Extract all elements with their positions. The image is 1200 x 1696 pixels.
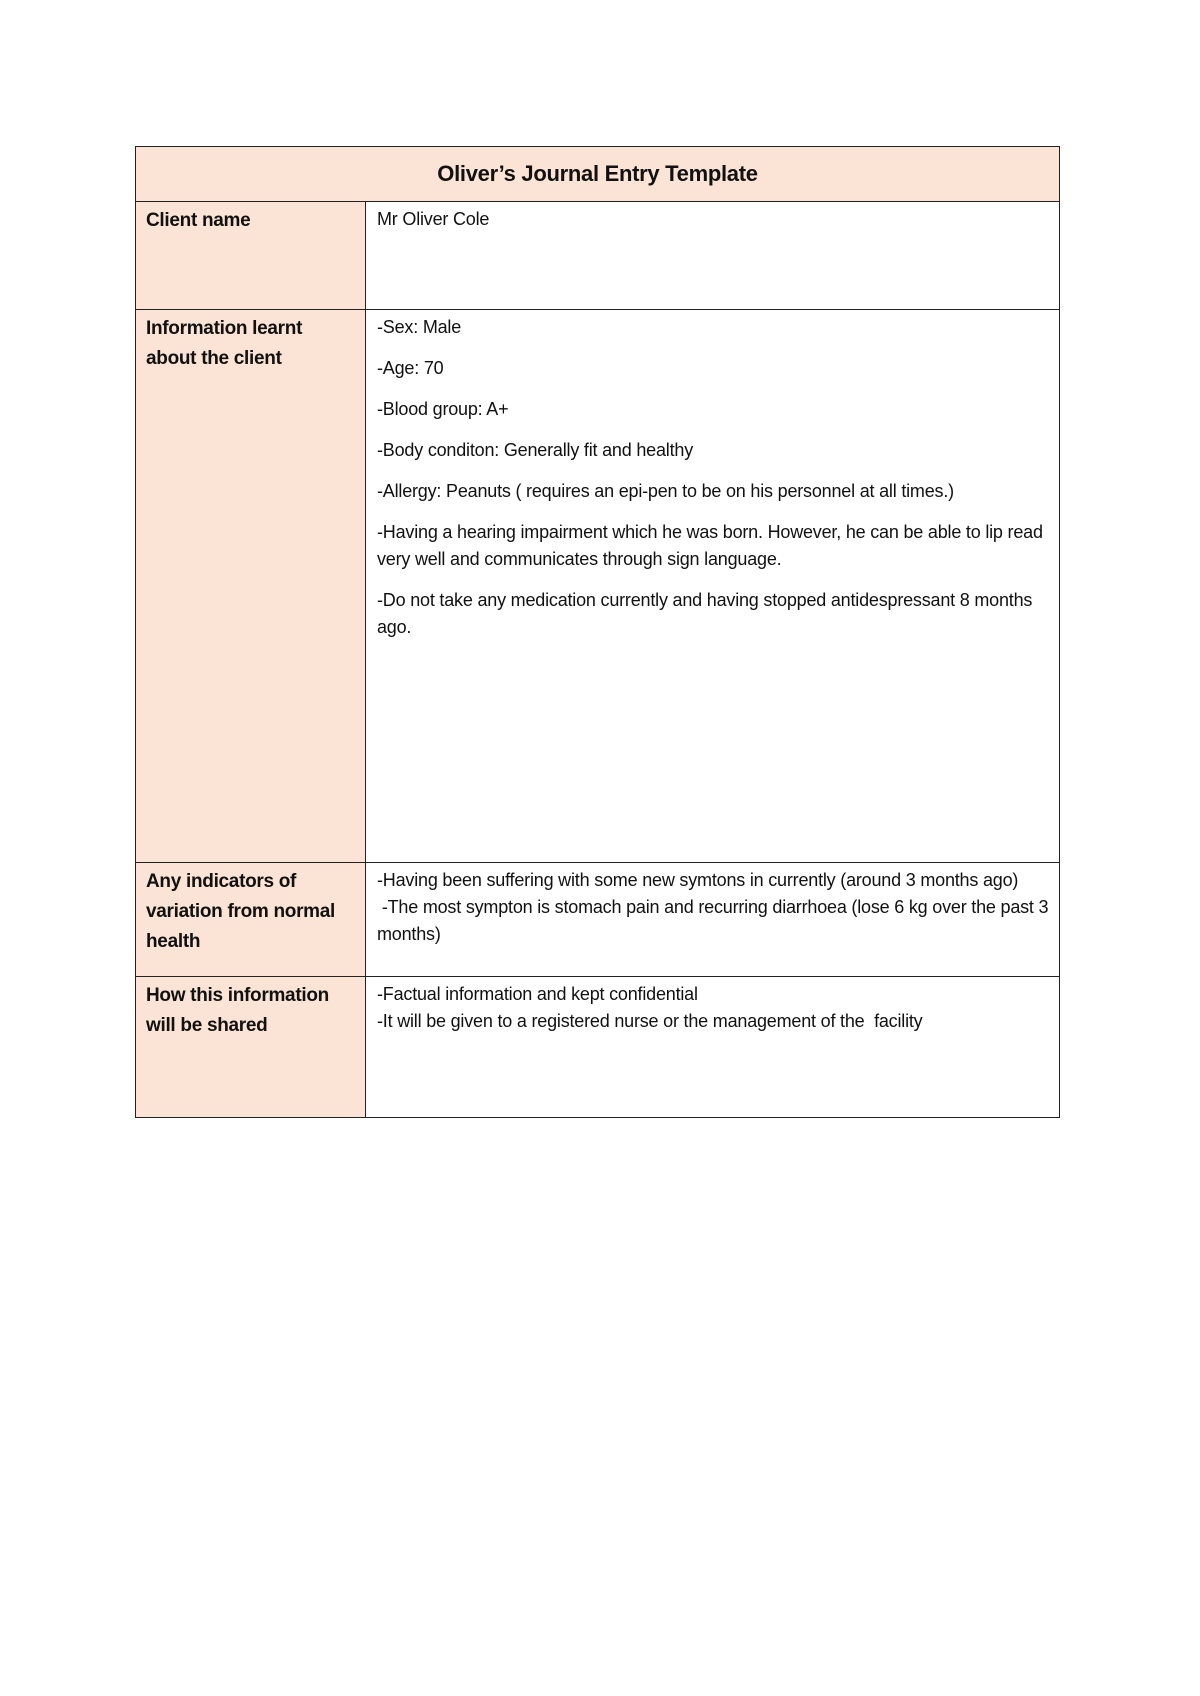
journal-entry-table — [135, 146, 1060, 1118]
sharing-line: -It will be given to a registered nurse or the management of the facility — [377, 1011, 923, 1031]
info-item: -Blood group: A+ — [377, 399, 509, 419]
info-item: -Having a hearing impairment which he was born. However, he can be able to lip read very well and communicates through sign language. — [377, 522, 1043, 569]
table-row-information — [136, 310, 1060, 863]
indicators-value — [366, 863, 1060, 977]
info-item: -Allergy: Peanuts ( requires an epi-pen to be on his personnel at all times.) — [377, 481, 954, 501]
sharing-label: How this information will be shared — [136, 977, 366, 1118]
table-row-client-name — [136, 202, 1060, 310]
information-label: Information learnt about the client — [136, 310, 366, 863]
client-name-label: Client name — [136, 202, 366, 310]
table-row-indicators — [136, 863, 1060, 977]
client-name-value: Mr Oliver Cole — [366, 202, 1060, 310]
table-title-row — [136, 147, 1060, 202]
sharing-line: -Factual information and kept confidential — [377, 984, 698, 1004]
indicator-line: -Having been suffering with some new symtons in currently (around 3 months ago) — [377, 870, 1019, 890]
sharing-value — [366, 977, 1060, 1118]
info-item: -Body conditon: Generally fit and healthy — [377, 440, 693, 460]
indicator-line: -The most sympton is stomach pain and recurring diarrhoea (lose 6 kg over the past 3 months) — [377, 897, 1054, 944]
info-item: -Age: 70 — [377, 358, 444, 378]
table-title: Oliver’s Journal Entry Template — [136, 147, 1060, 202]
indicators-label: Any indicators of variation from normal health — [136, 863, 366, 977]
info-item: -Do not take any medication currently and having stopped antidespressant 8 months ago. — [377, 590, 1033, 637]
table-row-sharing — [136, 977, 1060, 1118]
info-item: -Sex: Male — [377, 317, 462, 337]
information-value — [366, 310, 1060, 863]
